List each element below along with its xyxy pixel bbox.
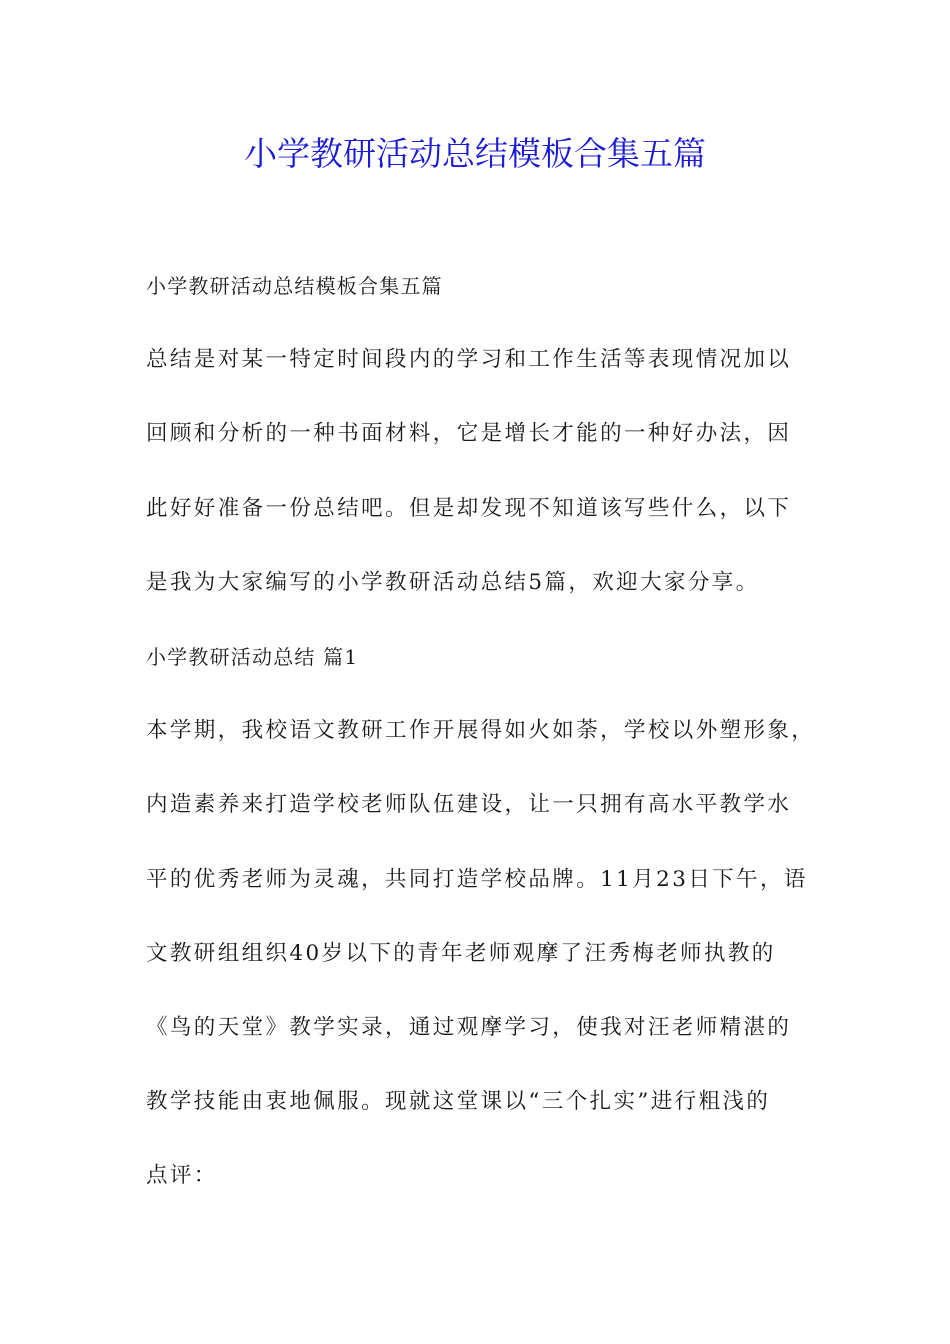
paragraph-line: 回顾和分析的一种书面材料，它是增长才能的一种好办法，因 (146, 421, 792, 447)
section-heading: 小学教研活动总结模板合集五篇 (146, 274, 443, 298)
document-title: 小学教研活动总结模板合集五篇 (244, 134, 706, 173)
paragraph-line: 本学期，我校语文教研工作开展得如火如荼，学校以外塑形象， (146, 718, 816, 744)
paragraph-line: 总结是对某一特定时间段内的学习和工作生活等表现情况加以 (146, 347, 792, 373)
paragraph-line: 文教研组组织40岁以下的青年老师观摩了汪秀梅老师执教的 (146, 940, 776, 966)
paragraph-line: 内造素养来打造学校老师队伍建设，让一只拥有高水平教学水 (146, 792, 792, 818)
section-heading: 小学教研活动总结 篇1 (146, 644, 359, 669)
paragraph-line: 平的优秀老师为灵魂，共同打造学校品牌。11月23日下午，语 (146, 866, 808, 892)
paragraph-line: 是我为大家编写的小学教研活动总结5篇，欢迎大家分享。 (146, 569, 760, 595)
paragraph-line: 教学技能由衷地佩服。现就这堂课以“三个扎实”进行粗浅的 (146, 1089, 771, 1115)
paragraph-line: 《鸟的天堂》教学实录，通过观摩学习，使我对汪老师精湛的 (146, 1014, 792, 1040)
paragraph-line: 点评： (146, 1163, 218, 1189)
paragraph-line: 此好好准备一份总结吧。但是却发现不知道该写些什么，以下 (146, 495, 792, 521)
document-body (146, 262, 826, 1226)
